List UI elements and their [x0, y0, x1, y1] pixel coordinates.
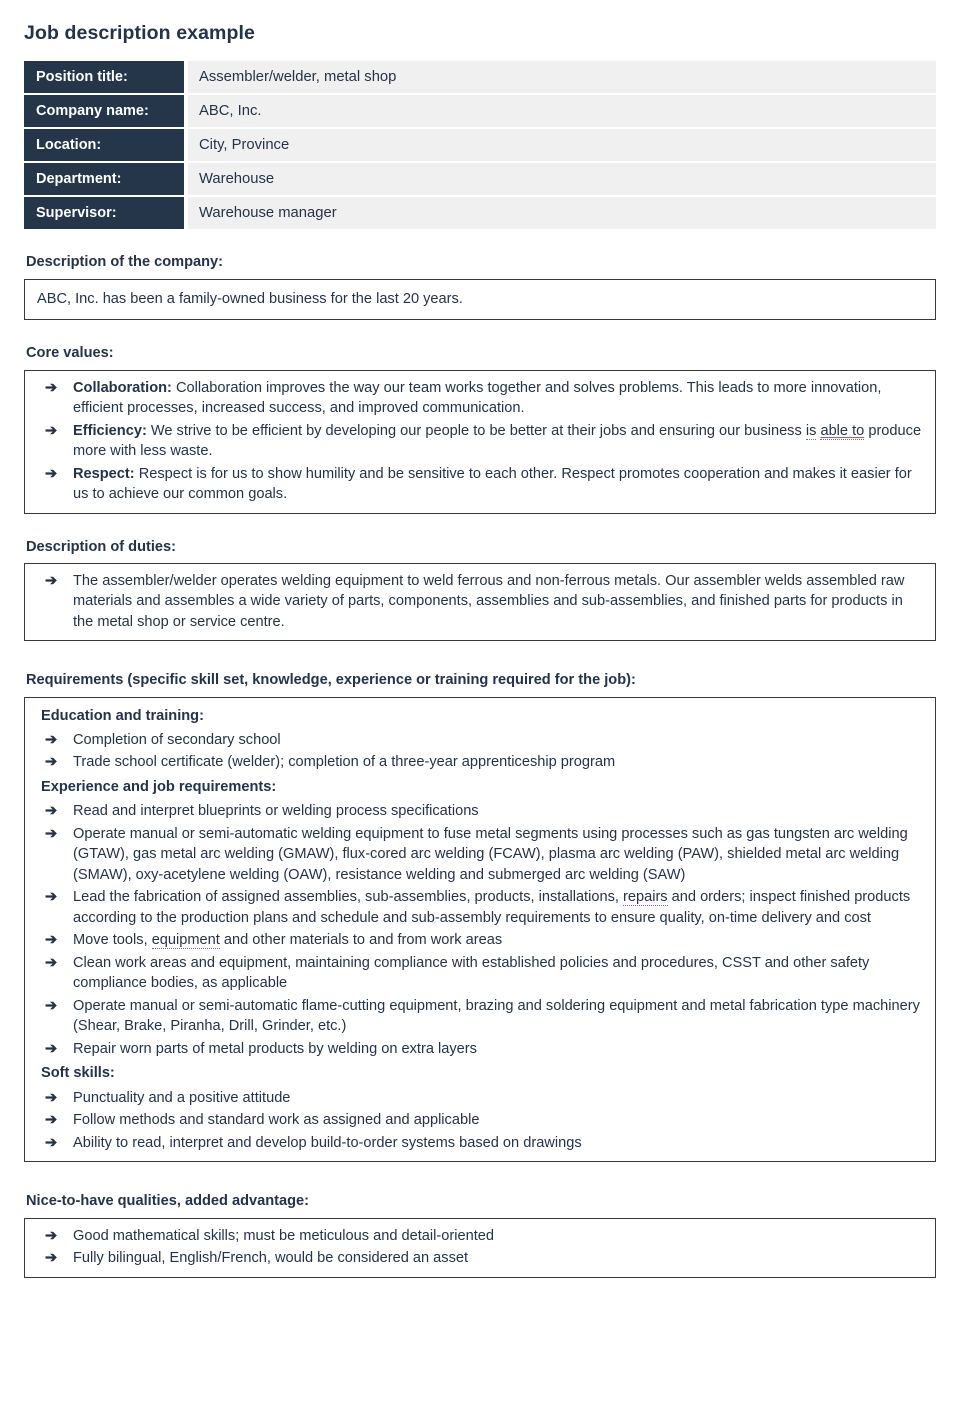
experience-item-text: Repair worn parts of metal products by welding on extra layers — [73, 1040, 477, 1057]
education-item-text: Trade school certificate (welder); completion of a three-year apprenticeship program — [73, 754, 616, 771]
arrow-bullet-icon: ➔ — [45, 1227, 58, 1244]
duty-text: The assembler/welder operates welding equipment to weld ferrous and non-ferrous metals. Our assembler welds assembled raw materials and assembles a wide variety of parts, components, assemblies and sub-assemblies, and finished parts for products in the metal shop or service centre. — [73, 572, 905, 630]
row-label-department: Department: — [24, 163, 184, 195]
core-values-box — [24, 370, 936, 514]
row-label-position-title: Position title: — [24, 61, 184, 93]
row-value-position-title: Assembler/welder, metal shop — [188, 61, 936, 93]
arrow-bullet-icon: ➔ — [45, 1089, 58, 1106]
section-heading-core-values: Core values: — [26, 345, 114, 362]
experience-item-text: Operate manual or semi-automatic flame-cutting equipment, brazing and soldering equipment and metal fabrication type machinery (Shear, Brake, Piranha, Drill, Grinder, etc.) — [73, 997, 920, 1035]
duties-box — [24, 563, 936, 642]
grammar-suggestion-mark[interactable]: is — [805, 422, 817, 439]
section-heading-company-description: Description of the company: — [26, 254, 224, 271]
arrow-bullet-icon: ➔ — [45, 731, 58, 748]
soft-skill-text: Ability to read, interpret and develop build-to-order systems based on drawings — [73, 1134, 582, 1151]
list-item — [35, 1088, 923, 1109]
sub-heading-soft-skills: Soft skills: — [41, 1065, 115, 1082]
list-item — [35, 930, 923, 951]
list-item — [35, 1039, 923, 1060]
soft-skill-text: Follow methods and standard work as assigned and applicable — [73, 1112, 480, 1129]
table-row — [24, 61, 936, 93]
arrow-bullet-icon: ➔ — [45, 997, 58, 1014]
sub-heading-education-training: Education and training: — [41, 707, 204, 724]
core-value-text: produce more with less waste. — [73, 422, 922, 460]
core-value-text: Collaboration improves the way our team works together and solves problems. This leads to more innovation, efficient processes, increased success, and improved communication. — [73, 379, 882, 417]
list-item — [35, 953, 923, 994]
company-description-box — [24, 279, 936, 321]
arrow-bullet-icon: ➔ — [45, 754, 58, 771]
grammar-suggestion-mark[interactable]: able to — [820, 422, 865, 439]
row-label-company-name: Company name: — [24, 95, 184, 127]
arrow-bullet-icon: ➔ — [45, 889, 58, 906]
experience-item-text: Read and interpret blueprints or welding process specifications — [73, 803, 479, 820]
list-item — [35, 1248, 923, 1269]
experience-item-text: Lead the fabrication of assigned assemblies, sub-assemblies, products, installations, — [73, 889, 623, 906]
row-value-department: Warehouse — [188, 163, 936, 195]
nice-to-have-box — [24, 1218, 936, 1278]
list-item — [35, 1110, 923, 1131]
arrow-bullet-icon: ➔ — [45, 1112, 58, 1129]
list-item — [35, 1133, 923, 1154]
nice-to-have-list — [35, 1226, 923, 1269]
section-heading-nice-to-have: Nice-to-have qualities, added advantage: — [26, 1193, 310, 1210]
spellcheck-mark[interactable]: repairs — [623, 889, 668, 906]
arrow-bullet-icon: ➔ — [45, 379, 58, 396]
list-item — [35, 378, 923, 419]
list-item — [35, 730, 923, 751]
soft-skill-text: Punctuality and a positive attitude — [73, 1089, 291, 1106]
arrow-bullet-icon: ➔ — [45, 1134, 58, 1151]
row-label-supervisor: Supervisor: — [24, 197, 184, 229]
core-values-list — [35, 378, 923, 505]
list-item — [35, 996, 923, 1037]
table-row — [24, 95, 936, 127]
nice-to-have-text: Fully bilingual, English/French, would be considered an asset — [73, 1250, 469, 1267]
company-description-text: ABC, Inc. has been a family-owned business for the last 20 years. — [37, 290, 463, 307]
arrow-bullet-icon: ➔ — [45, 572, 58, 589]
arrow-bullet-icon: ➔ — [45, 465, 58, 482]
row-value-location: City, Province — [188, 129, 936, 161]
row-value-company-name: ABC, Inc. — [188, 95, 936, 127]
section-heading-duties: Description of duties: — [26, 538, 176, 555]
arrow-bullet-icon: ➔ — [45, 1040, 58, 1057]
experience-item-text: Move tools, — [73, 932, 152, 949]
experience-list — [35, 801, 923, 1059]
arrow-bullet-icon: ➔ — [45, 932, 58, 949]
spellcheck-mark[interactable]: equipment — [151, 932, 220, 949]
table-row — [24, 197, 936, 229]
experience-item-text: Operate manual or semi-automatic welding equipment to fuse metal segments using processes such as gas tungsten arc welding (GTAW), gas metal arc welding (GMAW), flux-cored arc welding (FCAW), plasma arc welding (PAW), shielded metal arc welding (SMAW), oxy-acetylene welding (OAW), resistance welding and submerged arc welding (SAW) — [73, 825, 908, 883]
list-item — [35, 1226, 923, 1247]
list-item — [35, 824, 923, 886]
core-value-text: Respect is for us to show humility and be sensitive to each other. Respect promotes cooperation and makes it easier for us to achieve our common goals. — [73, 465, 912, 503]
core-value-label: Collaboration: — [73, 379, 172, 396]
list-item — [35, 464, 923, 505]
core-value-label: Efficiency: — [73, 422, 147, 439]
arrow-bullet-icon: ➔ — [45, 803, 58, 820]
section-heading-requirements: Requirements (specific skill set, knowledge, experience or training required for the job): — [26, 672, 636, 689]
arrow-bullet-icon: ➔ — [45, 825, 58, 842]
arrow-bullet-icon: ➔ — [45, 422, 58, 439]
nice-to-have-text: Good mathematical skills; must be meticulous and detail-oriented — [73, 1227, 494, 1244]
list-item — [35, 752, 923, 773]
position-info-table — [24, 59, 936, 231]
core-value-text: We strive to be efficient by developing our people to be better at their jobs and ensuring our business — [146, 422, 806, 439]
table-row — [24, 129, 936, 161]
table-row — [24, 163, 936, 195]
arrow-bullet-icon: ➔ — [45, 954, 58, 971]
experience-item-text: and other materials to and from work areas — [219, 932, 503, 949]
requirements-box — [24, 697, 936, 1163]
list-item — [35, 887, 923, 928]
arrow-bullet-icon: ➔ — [45, 1250, 58, 1267]
core-value-label: Respect: — [73, 465, 135, 482]
education-item-text: Completion of secondary school — [73, 731, 281, 748]
row-value-supervisor: Warehouse manager — [188, 197, 936, 229]
list-item — [35, 571, 923, 633]
experience-item-text: and orders; inspect finished products according to the production plans and schedule and sub-assembly requirements to ensure quality, on-time delivery and cost — [73, 889, 911, 926]
sub-heading-experience-requirements: Experience and job requirements: — [41, 778, 277, 795]
page-title: Job description example — [24, 22, 255, 44]
list-item — [35, 801, 923, 822]
row-label-location: Location: — [24, 129, 184, 161]
list-item — [35, 421, 923, 462]
experience-item-text: Clean work areas and equipment, maintaining compliance with established policies and procedures, CSST and other safety compliance bodies, as applicable — [73, 954, 870, 992]
education-list — [35, 730, 923, 773]
duties-list — [35, 571, 923, 633]
soft-skills-list — [35, 1088, 923, 1154]
